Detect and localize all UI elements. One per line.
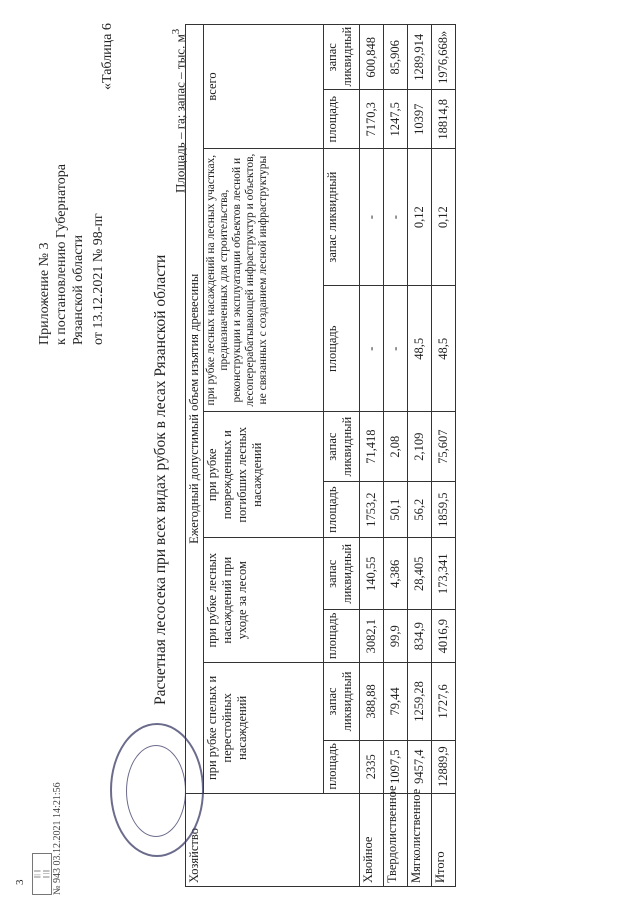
table-cell: 1259,28 [408, 663, 432, 741]
table-cell: - [360, 149, 384, 286]
table-tag: «Таблица 6 [100, 23, 115, 90]
group-total: всего [204, 25, 324, 149]
group-damaged: при рубке поврежденных и погибших лесных насаждений [204, 412, 324, 538]
subheader-stock: запас ликвидный [324, 663, 360, 741]
table-cell: 2,109 [408, 412, 432, 482]
table-cell: 1976,668» [432, 25, 456, 91]
table-cell: 7170,3 [360, 90, 384, 149]
barcode-icon: ||| || || ||| [32, 853, 52, 895]
table-cell: 79,44 [384, 663, 408, 741]
official-stamp [110, 723, 204, 857]
table-cell: 173,341 [432, 538, 456, 610]
subheader-stock: запас ликвидный [324, 25, 360, 91]
group-header: Ежегодный допустимый объем изъятия древесины [186, 25, 204, 794]
table-cell: 50,1 [384, 482, 408, 538]
table-cell: 9457,4 [408, 740, 432, 793]
document-title: Расчетная лесосека при всех видах рубок в лесах Рязанской области [152, 254, 169, 705]
table-cell: 56,2 [408, 482, 432, 538]
subheader-area: площадь [324, 90, 360, 149]
table-cell: 85,906 [384, 25, 408, 91]
subheader-stock: запас ликвидный [324, 538, 360, 610]
table-cell: 71,418 [360, 412, 384, 482]
subheader-area: площадь [324, 286, 360, 412]
group-mature: при рубке спелых и перестойных насаждений [204, 663, 324, 794]
appendix-ref: к постановлению Губернатора [54, 164, 69, 345]
table-cell: 0,12 [408, 149, 432, 286]
table-cell: - [360, 286, 384, 412]
table-row [384, 25, 408, 887]
subheader-area: площадь [324, 610, 360, 663]
table-cell: 2335 [360, 740, 384, 793]
table-cell: 4,386 [384, 538, 408, 610]
table-cell: 28,405 [408, 538, 432, 610]
subheader-stock: запас ликвидный [324, 412, 360, 482]
table-cell: 1097,5 [384, 740, 408, 793]
table-cell: 2,08 [384, 412, 408, 482]
table-cell: 12889,9 [432, 740, 456, 793]
table-cell: 1727,6 [432, 663, 456, 741]
table-cell: 388,88 [360, 663, 384, 741]
table-cell: 1753,2 [360, 482, 384, 538]
units-note: Площадь – га; запас – тыс. $м^3$ [170, 28, 188, 193]
table-row [360, 25, 384, 887]
row-name: Итого [432, 793, 456, 886]
appendix-date: от 13.12.2021 № 98-пг [91, 213, 106, 345]
group-care: при рубке лесных насаждений при уходе за лесом [204, 538, 324, 663]
appendix-region: Рязанской области [71, 234, 86, 345]
table-row [408, 25, 432, 887]
page-number: 3 [14, 879, 26, 885]
table-cell: - [384, 286, 408, 412]
table-cell: 140,55 [360, 538, 384, 610]
subheader-area: площадь [324, 740, 360, 793]
table-cell: 3082,1 [360, 610, 384, 663]
table-cell: 1859,5 [432, 482, 456, 538]
table-cell: 99,9 [384, 610, 408, 663]
subheader-area: площадь [324, 482, 360, 538]
forest-cutting-table [185, 24, 456, 887]
table-cell: 0,12 [432, 149, 456, 286]
table-cell: - [384, 149, 408, 286]
subheader-stock: запас ликвидный [324, 149, 360, 286]
registration-number: № 943 03.12.2021 14:21:56 [52, 782, 63, 895]
appendix-number: Приложение № 3 [37, 242, 52, 345]
table-cell: 48,5 [408, 286, 432, 412]
table-cell: 10397 [408, 90, 432, 149]
table-cell: 4016,9 [432, 610, 456, 663]
row-name: Хвойное [360, 793, 384, 886]
table-cell: 75,607 [432, 412, 456, 482]
table-cell: 48,5 [432, 286, 456, 412]
table-cell: 18814,8 [432, 90, 456, 149]
table-cell: 834,9 [408, 610, 432, 663]
table-row [432, 25, 456, 887]
table-cell: 1289,914 [408, 25, 432, 91]
table-cell: 1247,5 [384, 90, 408, 149]
row-name: Твердолиственное [384, 793, 408, 886]
table-cell: 600,848 [360, 25, 384, 91]
row-name: Мягколиственное [408, 793, 432, 886]
group-infrastructure: при рубке лесных насаждений на лесных участках, предназначенных для строительства, реконструкции и эксплуатации объектов лесной и лесоперерабатывающей инфраструктур и объектов, не связанных с созданием лесной инфраструктуры [204, 149, 324, 412]
farm-header: Хозяйство [186, 793, 360, 886]
